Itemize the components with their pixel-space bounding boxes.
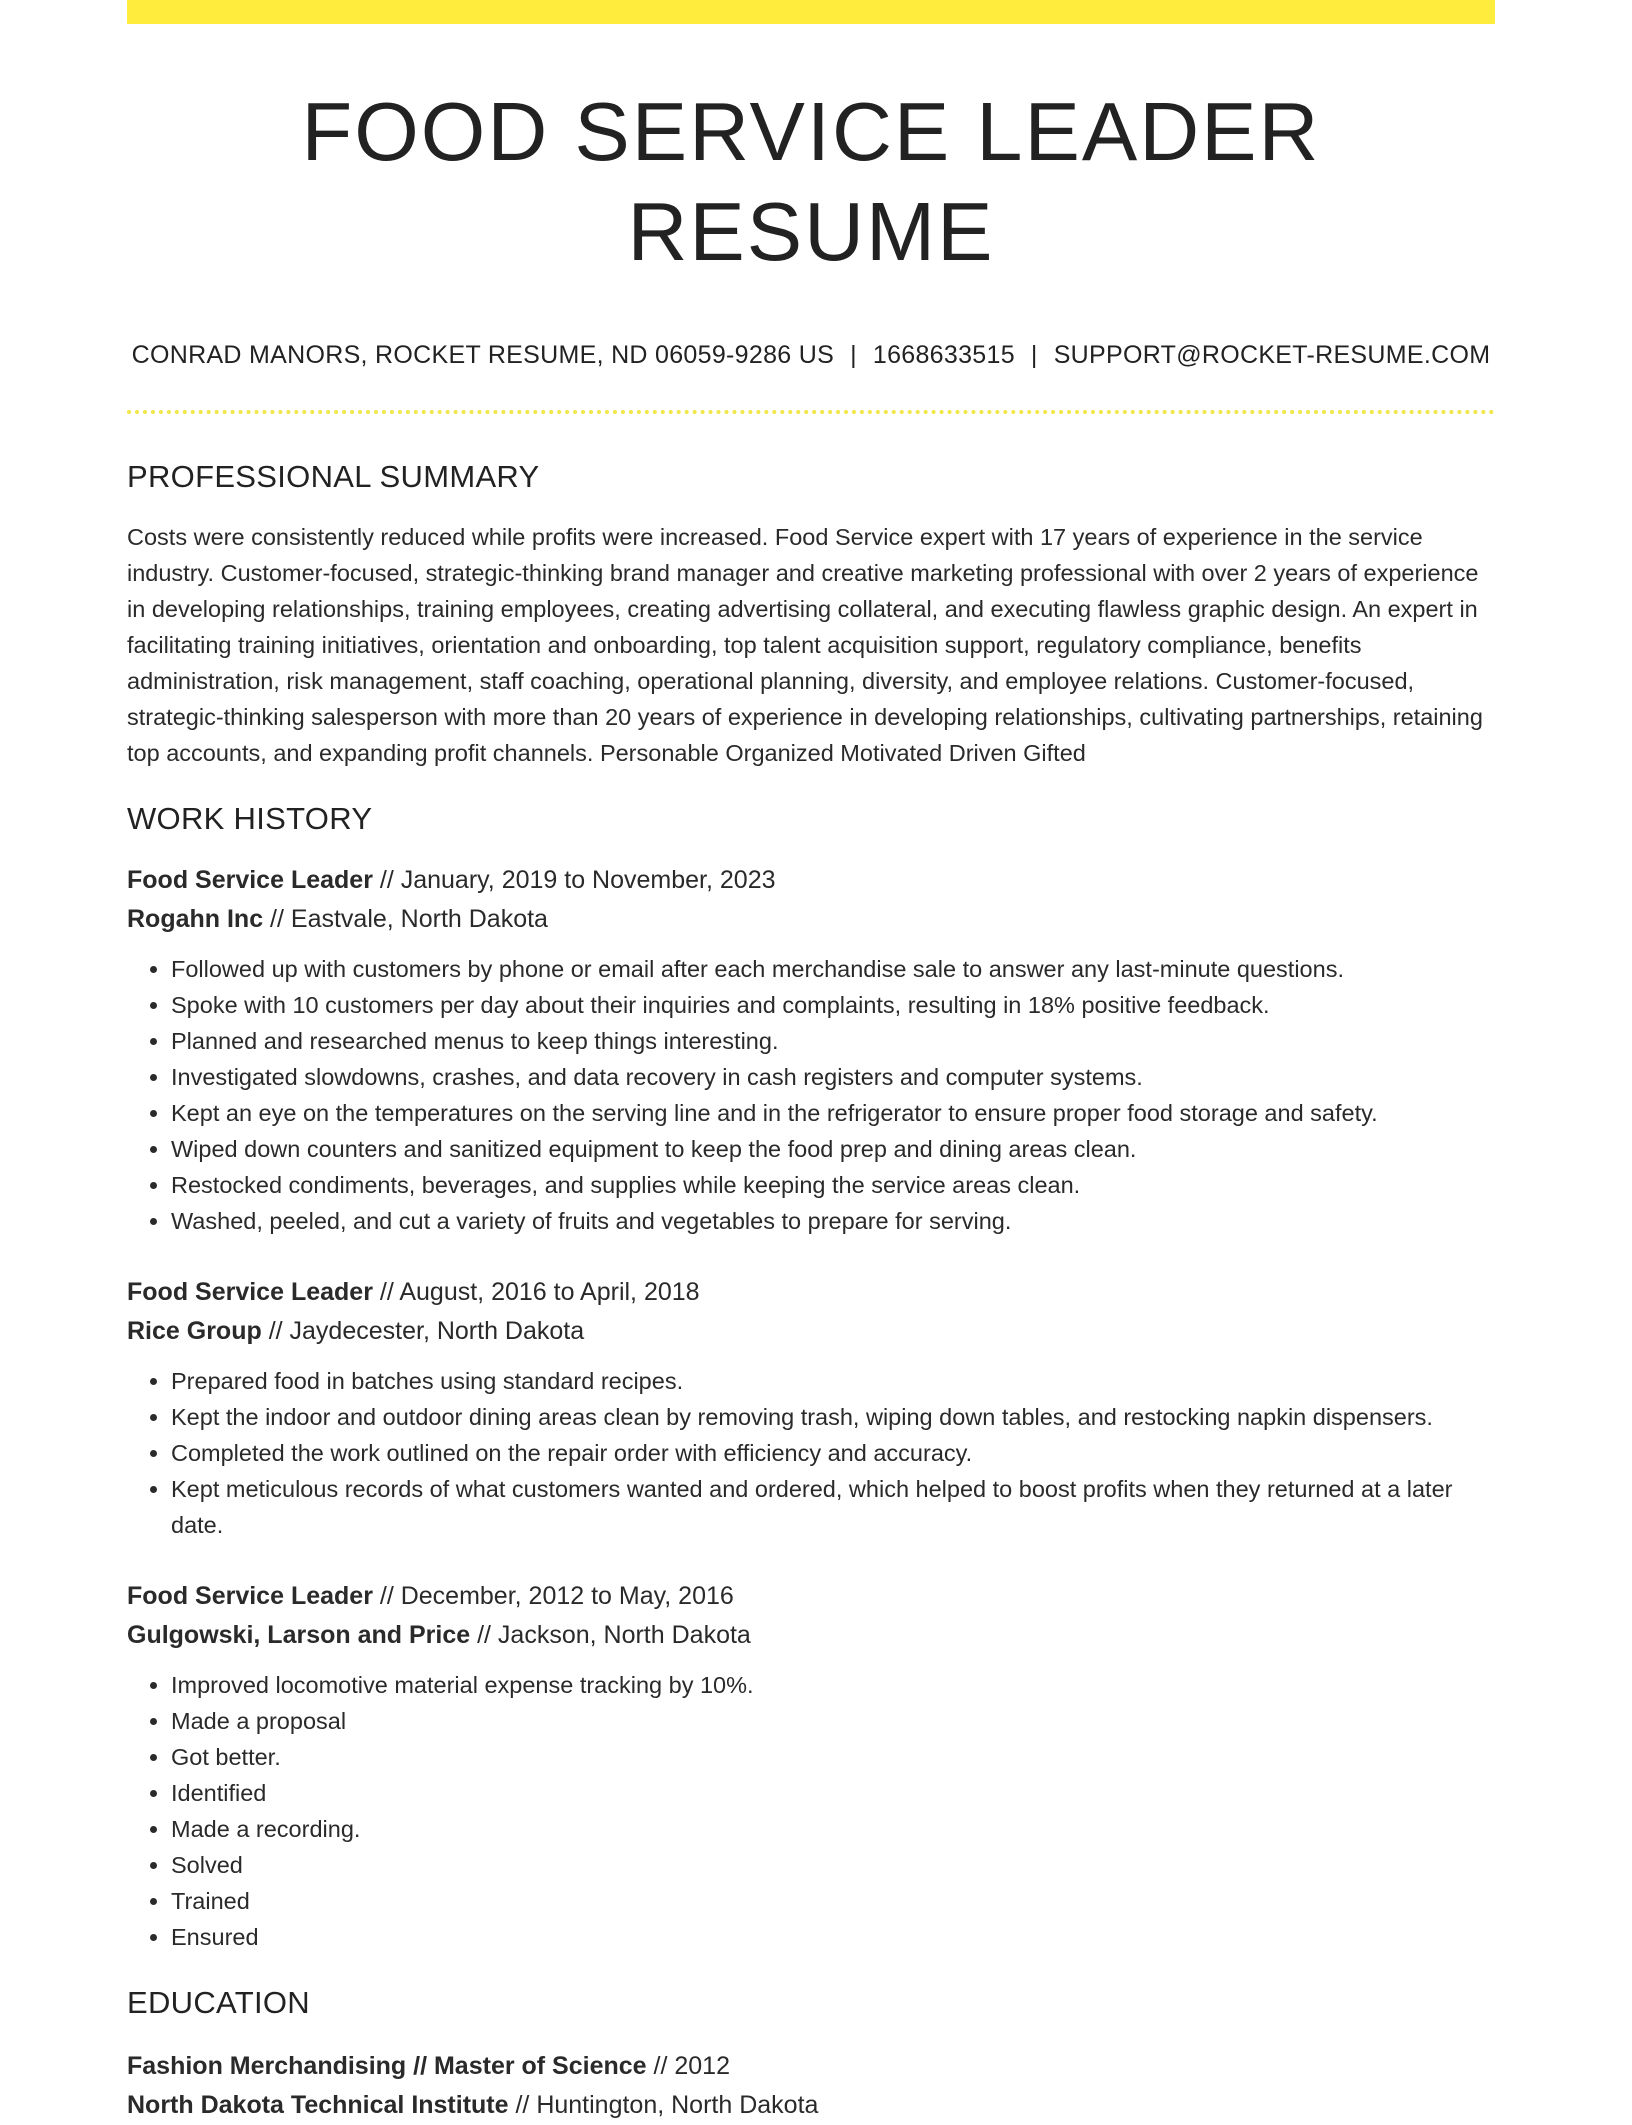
education-school: North Dakota Technical Institute xyxy=(127,2091,509,2120)
job-title: Food Service Leader xyxy=(127,866,373,895)
list-item: • Planned and researched menus to keep things interesting. xyxy=(171,1023,1495,1059)
list-item: • Followed up with customers by phone or email after each merchandise sale to answer any last-minute questions. xyxy=(171,951,1495,987)
job-title-line xyxy=(127,861,1495,900)
section-heading-summary: PROFESSIONAL SUMMARY xyxy=(127,459,540,495)
resume-title: FOOD SERVICE LEADER RESUME xyxy=(301,85,1321,278)
list-item: • Trained xyxy=(171,1883,1495,1919)
job-dates: // January, 2019 to November, 2023 xyxy=(372,866,776,895)
job-location: // Jackson, North Dakota xyxy=(470,1621,751,1650)
job-location: // Eastvale, North Dakota xyxy=(263,905,548,934)
job-title-line xyxy=(127,1577,1495,1616)
education-year: // 2012 xyxy=(646,2052,730,2081)
list-item: • Wiped down counters and sanitized equipment to keep the food prep and dining areas clean. xyxy=(171,1131,1495,1167)
top-accent-bar xyxy=(127,0,1495,24)
contact-line xyxy=(127,341,1495,370)
contact-address: CONRAD MANORS, ROCKET RESUME, ND 06059-9286 US xyxy=(131,341,835,370)
job-bullets xyxy=(127,951,1495,1239)
job-dates: // December, 2012 to May, 2016 xyxy=(372,1582,734,1611)
contact-phone: 1668633515 xyxy=(872,341,1015,370)
list-item: • Spoke with 10 customers per day about their inquiries and complaints, resulting in 18% positive feedback. xyxy=(171,987,1495,1023)
job-dates: // August, 2016 to April, 2018 xyxy=(372,1278,700,1307)
job-company: Gulgowski, Larson and Price xyxy=(127,1621,471,1650)
contact-separator: | xyxy=(1030,341,1038,370)
list-item: • Made a recording. xyxy=(171,1811,1495,1847)
education-location: // Huntington, North Dakota xyxy=(508,2091,819,2120)
job-entry xyxy=(127,861,1495,1239)
list-item: • Kept an eye on the temperatures on the serving line and in the refrigerator to ensure proper food storage and safety. xyxy=(171,1095,1495,1131)
list-item: • Identified xyxy=(171,1775,1495,1811)
education-school-line xyxy=(127,2086,1495,2125)
job-entry xyxy=(127,1577,1495,1955)
list-item: • Investigated slowdowns, crashes, and data recovery in cash registers and computer systems. xyxy=(171,1059,1495,1095)
list-item: • Ensured xyxy=(171,1919,1495,1955)
list-item: • Prepared food in batches using standard recipes. xyxy=(171,1363,1495,1399)
section-heading-work-history: WORK HISTORY xyxy=(127,801,373,837)
education-degree-line xyxy=(127,2047,1495,2086)
resume-page xyxy=(127,0,1495,2125)
job-company-line xyxy=(127,1312,1495,1351)
list-item: • Completed the work outlined on the repair order with efficiency and accuracy. xyxy=(171,1435,1495,1471)
list-item: • Washed, peeled, and cut a variety of fruits and vegetables to prepare for serving. xyxy=(171,1203,1495,1239)
job-entry xyxy=(127,1273,1495,1543)
list-item: • Restocked condiments, beverages, and supplies while keeping the service areas clean. xyxy=(171,1167,1495,1203)
summary-text: Costs were consistently reduced while profits were increased. Food Service expert with 17 years of experience in the service industry. Customer-focused, strategic-thinking brand manager and creative marketing professional with over 2 years of experience in developing relationships, training employees, creating advertising collateral, and executing flawless graphic design. An expert in facilitating training initiatives, orientation and onboarding, top talent acquisition support, regulatory compliance, benefits administration, risk management, staff coaching, operational planning, diversity, and employee relations. Customer-focused, strategic-thinking salesperson with more than 20 years of experience in developing relationships, cultivating partnerships, retaining top accounts, and expanding profit channels. Personable Organized Motivated Driven Gifted xyxy=(127,524,1483,767)
list-item: • Improved locomotive material expense tracking by 10%. xyxy=(171,1667,1495,1703)
job-bullets xyxy=(127,1667,1495,1955)
job-company: Rogahn Inc xyxy=(127,905,264,934)
list-item: • Kept meticulous records of what customers wanted and ordered, which helped to boost profits when they returned at a later date. xyxy=(171,1471,1495,1543)
list-item: • Kept the indoor and outdoor dining areas clean by removing trash, wiping down tables, and restocking napkin dispensers. xyxy=(171,1399,1495,1435)
contact-separator: | xyxy=(850,341,857,370)
education-entry xyxy=(127,2047,1495,2125)
list-item: • Solved xyxy=(171,1847,1495,1883)
job-title: Food Service Leader xyxy=(127,1582,373,1611)
job-bullets xyxy=(127,1363,1495,1543)
list-item: • Made a proposal xyxy=(171,1703,1495,1739)
education-degree: Fashion Merchandising // Master of Science xyxy=(127,2052,647,2081)
job-company: Rice Group xyxy=(127,1317,262,1346)
list-item: • Got better. xyxy=(171,1739,1495,1775)
dotted-divider xyxy=(127,410,1495,414)
job-location: // Jaydecester, North Dakota xyxy=(261,1317,585,1346)
job-company-line xyxy=(127,900,1495,939)
job-title: Food Service Leader xyxy=(127,1278,373,1307)
contact-email: SUPPORT@ROCKET-RESUME.COM xyxy=(1053,341,1491,370)
job-title-line xyxy=(127,1273,1495,1312)
job-company-line xyxy=(127,1616,1495,1655)
section-heading-education: EDUCATION xyxy=(127,1985,310,2021)
